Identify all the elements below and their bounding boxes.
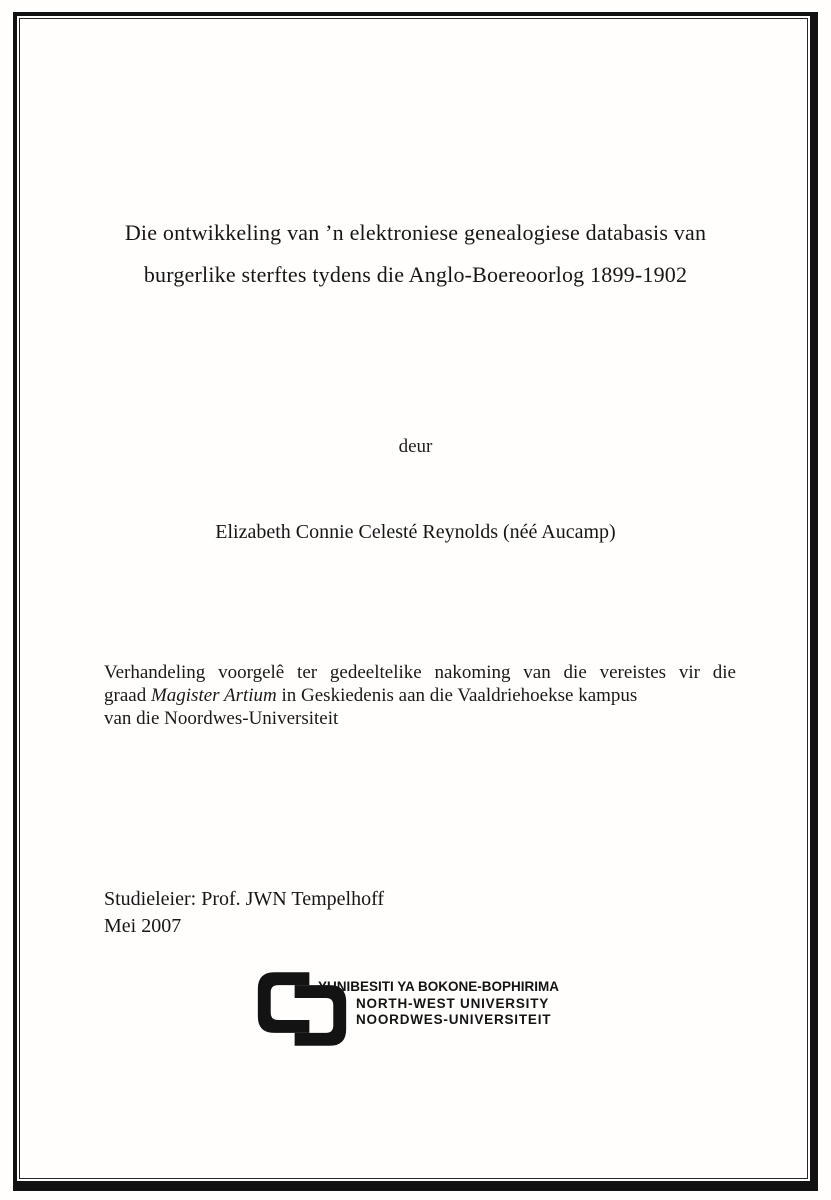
thesis-title-line-1: Die ontwikkeling van ’n elektroniese genealogiese databasis van [124,220,707,245]
byline-deur: deur [398,436,433,457]
declaration-line-2 [104,684,736,707]
date-line: Mei 2007 [104,915,182,937]
declaration-line-2-post: in Geskiedenis aan die Vaaldriehoekse kampus [276,685,638,706]
declaration-line-1: Verhandeling voorgelê ter gedeeltelike nakoming van die vereistes vir die [104,662,736,683]
degree-declaration [104,661,736,730]
university-logo [256,972,559,1046]
wordmark-line-english: NORTH-WEST UNIVERSITY [356,995,550,1011]
thesis-title [0,212,831,296]
wordmark-line-setswana: YUNIBESITI YA BOKONE-BOPHIRIMA [318,979,560,994]
supervisor-block [104,886,384,940]
supervisor-line: Studieleier: Prof. JWN Tempelhoff [104,888,385,910]
declaration-line-2-pre: graad [104,685,151,706]
declaration-line-3: van die Noordwes-Universiteit [104,708,339,729]
thesis-title-line-2: burgerlike sterftes tydens die Anglo-Boereoorlog 1899-1902 [143,262,688,287]
wordmark-line-afrikaans: NOORDWES-UNIVERSITEIT [356,1012,552,1027]
degree-name-italic: Magister Artium [150,685,277,706]
university-wordmark [318,972,559,1029]
author-name: Elizabeth Connie Celesté Reynolds (néé Aucamp) [215,521,616,543]
